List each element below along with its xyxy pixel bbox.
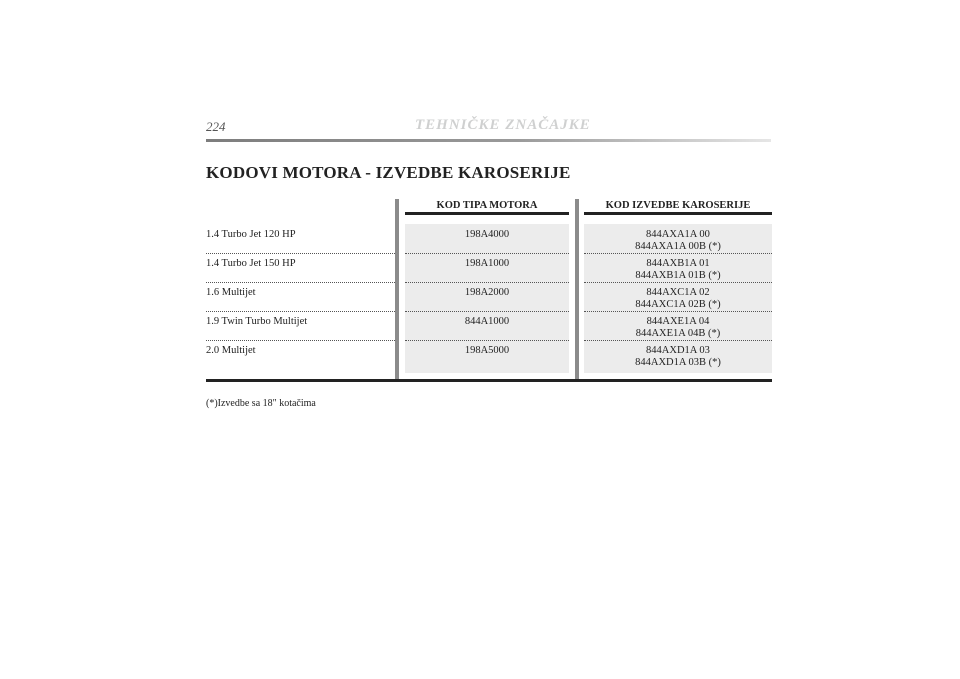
row-separator — [405, 282, 569, 283]
engine-code: 198A5000 — [464, 345, 510, 356]
row-separator — [405, 340, 569, 341]
body-code: 844AXA1A 00 844AXA1A 00B (*) — [635, 229, 721, 252]
header-underline — [405, 212, 569, 215]
section-title: TEHNIČKE ZNAČAJKE — [415, 117, 591, 133]
body-code: 844AXD1A 03 844AXD1A 03B (*) — [635, 345, 721, 368]
engine-code: 198A2000 — [464, 287, 510, 298]
engine-code: 198A1000 — [464, 258, 510, 269]
body-code: 844AXC1A 02 844AXC1A 02B (*) — [635, 287, 721, 310]
row-separator — [206, 253, 395, 254]
body-code: 844AXE1A 04 844AXE1A 04B (*) — [635, 316, 721, 339]
header-underline — [584, 212, 772, 215]
row-separator — [206, 311, 395, 312]
column-header-body-code: KOD IZVEDBE KAROSERIJE — [605, 200, 751, 211]
engine-code: 198A4000 — [464, 229, 510, 240]
column-divider — [395, 199, 399, 381]
engine-name: 1.6 Multijet — [206, 287, 256, 298]
row-separator — [584, 282, 772, 283]
engine-name: 1.4 Turbo Jet 120 HP — [206, 229, 296, 240]
footnote: (*)Izvedbe sa 18" kotačima — [206, 398, 316, 409]
row-separator — [584, 311, 772, 312]
row-separator — [405, 253, 569, 254]
row-separator — [206, 340, 395, 341]
table-bottom-rule — [206, 379, 772, 382]
header-rule — [206, 139, 771, 142]
column-header-engine-code: KOD TIPA MOTORA — [436, 200, 538, 211]
page-number: 224 — [206, 119, 226, 134]
page-heading: KODOVI MOTORA - IZVEDBE KAROSERIJE — [206, 163, 571, 182]
row-separator — [206, 282, 395, 283]
engine-name: 1.9 Twin Turbo Multijet — [206, 316, 308, 327]
engine-name: 2.0 Multijet — [206, 345, 256, 356]
engine-name: 1.4 Turbo Jet 150 HP — [206, 258, 296, 269]
body-code: 844AXB1A 01 844AXB1A 01B (*) — [635, 258, 721, 281]
row-separator — [584, 253, 772, 254]
column-divider — [575, 199, 579, 381]
row-separator — [405, 311, 569, 312]
row-separator — [584, 340, 772, 341]
engine-code: 844A1000 — [464, 316, 510, 327]
